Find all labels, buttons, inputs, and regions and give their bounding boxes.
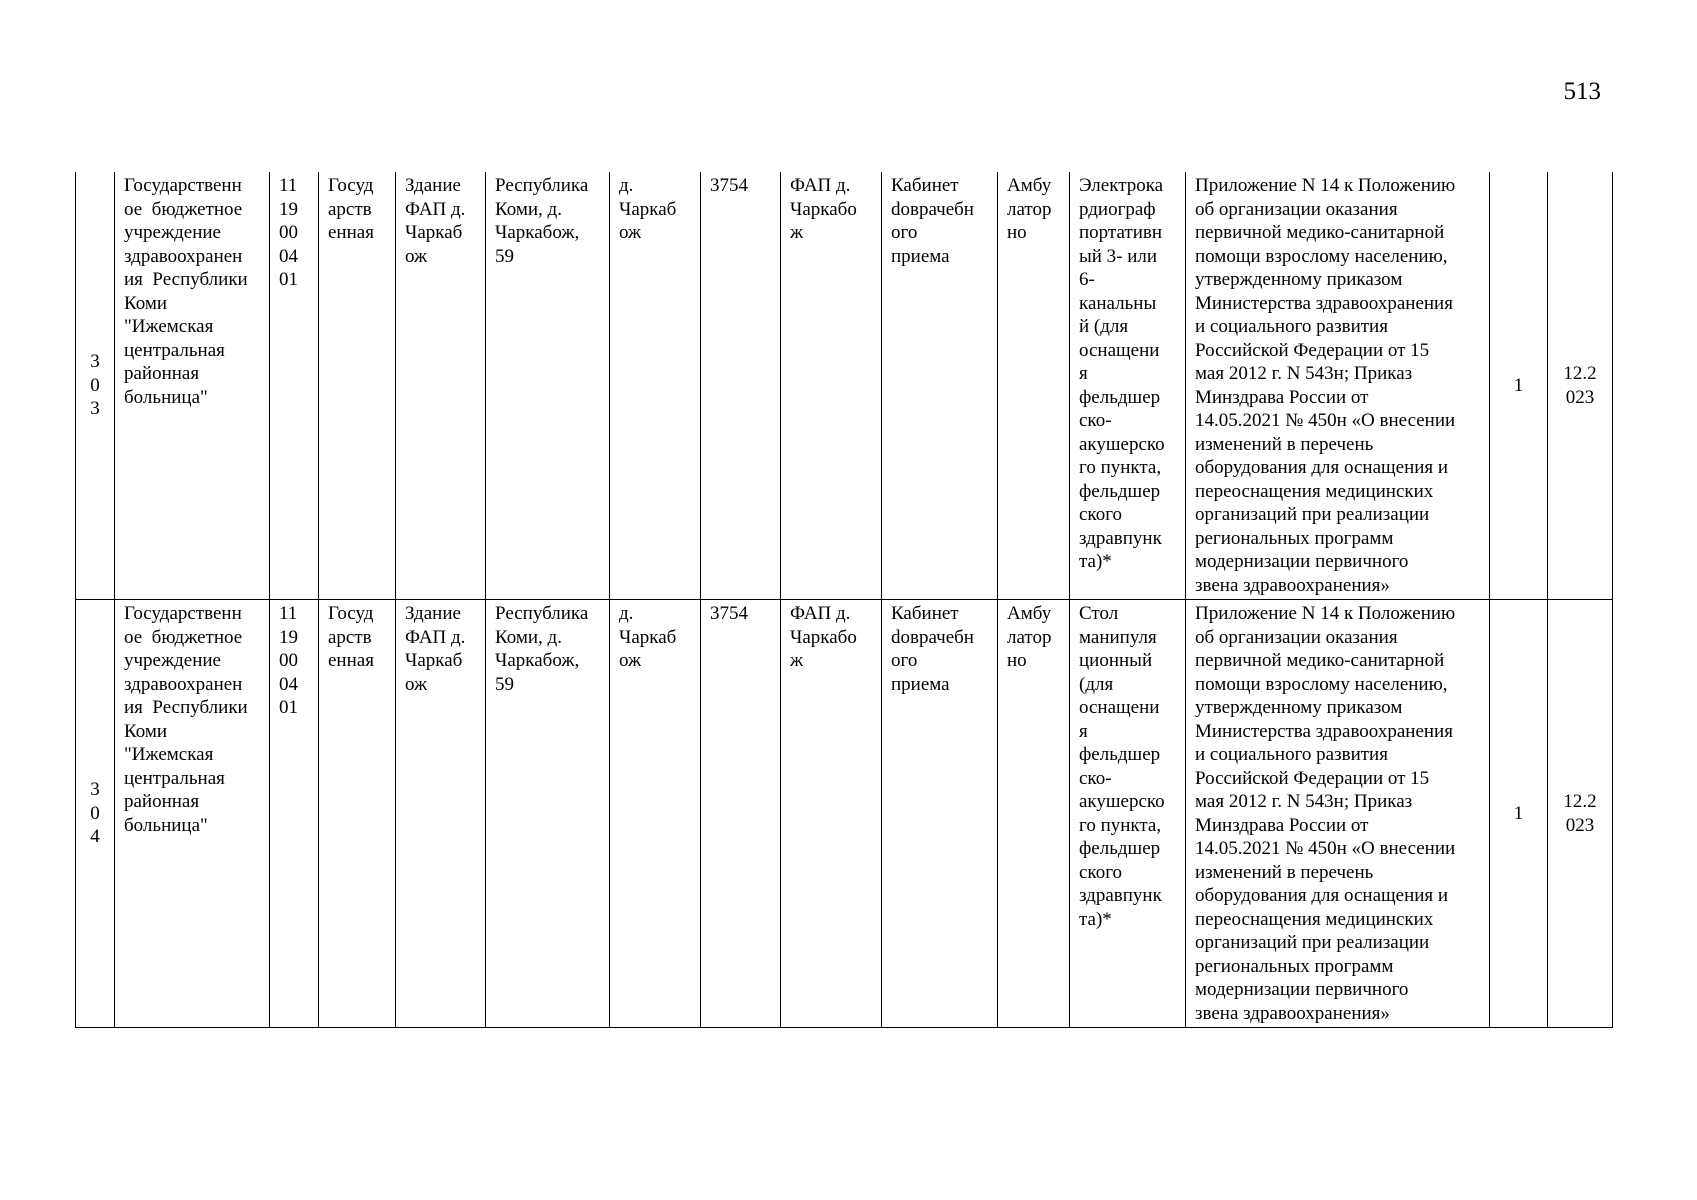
object-number: 3754 bbox=[701, 600, 781, 1028]
equipment-name: Электрока рдиограф портативн ый 3- или 6- канальны й (для оснащени я фельдшер ско- акушерско го пункта, фельдшер ского здравпунк та)* bbox=[1070, 172, 1186, 600]
locality: д. Чаркаб ож bbox=[610, 600, 701, 1028]
organization-code: 11 19 00 04 01 bbox=[270, 600, 319, 1028]
organization-code: 11 19 00 04 01 bbox=[270, 172, 319, 600]
unit-name: ФАП д. Чаркабо ж bbox=[781, 172, 882, 600]
room-name: Кабинет doврачебн ого приема bbox=[882, 600, 998, 1028]
page-number: 513 bbox=[1563, 78, 1601, 105]
quantity: 1 bbox=[1490, 172, 1548, 600]
locality: д. Чаркаб ож bbox=[610, 172, 701, 600]
table-row bbox=[76, 600, 1613, 1028]
address: Республика Коми, д. Чаркабож, 59 bbox=[486, 600, 610, 1028]
regulation-text: Приложение N 14 к Положению об организации оказания первичной медико-санитарной помощи взрослому населению, утвержденному приказом Министерства здравоохранения и социального развития Российской Федерации от 15 мая 2012 г. N 543н; Приказ Минздрава России от 14.05.2021 № 450н «О внесении изменений в перечень оборудования для оснащения и переоснащения медицинских организаций при реализации региональных программ модернизации первичного звена здравоохранения» bbox=[1186, 600, 1490, 1028]
regulation-text: Приложение N 14 к Положению об организации оказания первичной медико-санитарной помощи взрослому населению, утвержденному приказом Министерства здравоохранения и социального развития Российской Федерации от 15 мая 2012 г. N 543н; Приказ Минздрава России от 14.05.2021 № 450н «О внесении изменений в перечень оборудования для оснащения и переоснащения медицинских организаций при реализации региональных программ модернизации первичного звена здравоохранения» bbox=[1186, 172, 1490, 600]
row-number: 3 0 3 bbox=[76, 172, 115, 600]
equipment-name: Стол манипуля ционный (для оснащени я фельдшер ско- акушерско го пункта, фельдшер ского здравпунк та)* bbox=[1070, 600, 1186, 1028]
building-name: Здание ФАП д. Чаркаб ож bbox=[396, 600, 486, 1028]
room-name: Кабинет doврачебн ого приема bbox=[882, 172, 998, 600]
care-type: Амбу латор но bbox=[998, 600, 1070, 1028]
quantity: 1 bbox=[1490, 600, 1548, 1028]
unit-name: ФАП д. Чаркабо ж bbox=[781, 600, 882, 1028]
object-number: 3754 bbox=[701, 172, 781, 600]
building-name: Здание ФАП д. Чаркаб ож bbox=[396, 172, 486, 600]
ownership-form: Госуд арств енная bbox=[319, 172, 396, 600]
table-row bbox=[76, 172, 1613, 600]
address: Республика Коми, д. Чаркабож, 59 bbox=[486, 172, 610, 600]
row-number: 3 0 4 bbox=[76, 600, 115, 1028]
equipment-table bbox=[75, 172, 1613, 1028]
care-type: Амбу латор но bbox=[998, 172, 1070, 600]
date: 12.2 023 bbox=[1548, 172, 1613, 600]
organization-name: Государственн ое бюджетное учреждение здравоохранен ия Республики Коми "Ижемская центральная районная больница" bbox=[115, 172, 270, 600]
date: 12.2 023 bbox=[1548, 600, 1613, 1028]
organization-name: Государственн ое бюджетное учреждение здравоохранен ия Республики Коми "Ижемская центральная районная больница" bbox=[115, 600, 270, 1028]
ownership-form: Госуд арств енная bbox=[319, 600, 396, 1028]
